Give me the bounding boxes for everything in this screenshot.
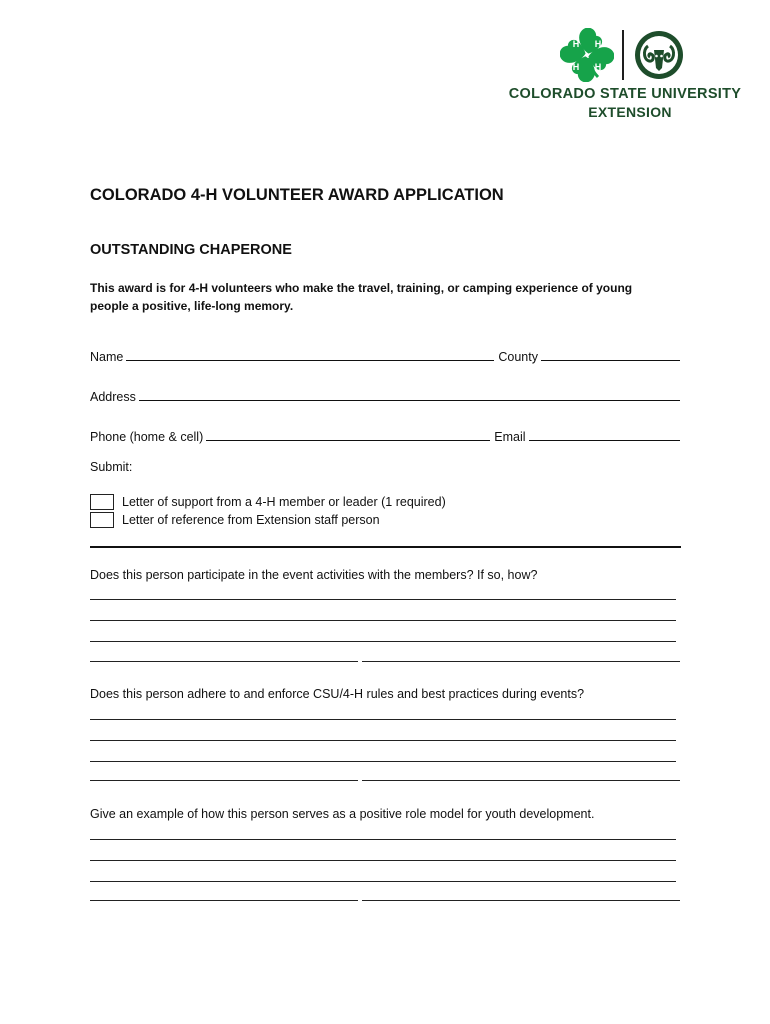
support-letter-label: Letter of support from a 4-H member or leader (1 required) bbox=[122, 495, 446, 509]
address-row bbox=[90, 386, 680, 404]
svg-text:H: H bbox=[572, 39, 580, 49]
answer-line[interactable] bbox=[90, 881, 676, 882]
answer-line[interactable] bbox=[90, 641, 676, 642]
phone-label: Phone (home & cell) bbox=[90, 430, 204, 444]
county-label: County bbox=[498, 350, 538, 364]
question-role-model: Give an example of how this person serves as a positive role model for youth development. bbox=[90, 807, 595, 821]
logo-divider bbox=[622, 30, 624, 80]
logo-extension-label: EXTENSION bbox=[588, 104, 672, 120]
county-field[interactable] bbox=[541, 346, 680, 361]
svg-text:H: H bbox=[594, 39, 602, 49]
submit-item-reference-letter bbox=[90, 512, 380, 528]
address-field[interactable] bbox=[139, 386, 680, 401]
csu-extension-logo bbox=[500, 26, 750, 121]
answer-line[interactable] bbox=[90, 839, 676, 840]
question-participation: Does this person participate in the event activities with the members? If so, how? bbox=[90, 568, 538, 582]
answer-line[interactable] bbox=[362, 780, 680, 781]
section-divider bbox=[90, 546, 681, 548]
phone-email-row bbox=[90, 426, 680, 444]
answer-line[interactable] bbox=[90, 780, 358, 781]
svg-text:H: H bbox=[572, 62, 580, 72]
question-rules: Does this person adhere to and enforce CSU/4-H rules and best practices during events? bbox=[90, 687, 585, 701]
award-category: OUTSTANDING CHAPERONE bbox=[90, 242, 292, 258]
submit-label: Submit: bbox=[90, 460, 133, 474]
email-field[interactable] bbox=[529, 426, 680, 441]
answer-line[interactable] bbox=[90, 740, 676, 741]
address-label: Address bbox=[90, 390, 136, 404]
answer-line[interactable] bbox=[90, 719, 676, 720]
csu-ram-icon bbox=[634, 28, 684, 82]
answer-line[interactable] bbox=[90, 661, 358, 662]
name-county-row bbox=[90, 346, 680, 364]
reference-letter-checkbox[interactable] bbox=[90, 512, 114, 528]
svg-text:H: H bbox=[594, 62, 602, 72]
reference-letter-label: Letter of reference from Extension staff person bbox=[122, 513, 380, 527]
logo-university-name: COLORADO STATE UNIVERSITY bbox=[508, 86, 742, 102]
answer-line[interactable] bbox=[90, 620, 676, 621]
award-description: This award is for 4-H volunteers who make the travel, training, or camping experience of young people a positive, life-long memory. bbox=[90, 281, 633, 313]
name-field[interactable] bbox=[126, 346, 494, 361]
answer-line[interactable] bbox=[90, 860, 676, 861]
phone-field[interactable] bbox=[206, 426, 490, 441]
answer-line[interactable] bbox=[90, 900, 358, 901]
form-title: COLORADO 4-H VOLUNTEER AWARD APPLICATION bbox=[90, 186, 504, 204]
support-letter-checkbox[interactable] bbox=[90, 494, 114, 510]
four-h-clover-icon bbox=[560, 28, 614, 82]
submit-item-support-letter bbox=[90, 494, 446, 510]
answer-line[interactable] bbox=[362, 661, 680, 662]
answer-line[interactable] bbox=[90, 761, 676, 762]
answer-line[interactable] bbox=[90, 599, 676, 600]
email-label: Email bbox=[494, 430, 526, 444]
name-label: Name bbox=[90, 350, 124, 364]
answer-line[interactable] bbox=[362, 900, 680, 901]
